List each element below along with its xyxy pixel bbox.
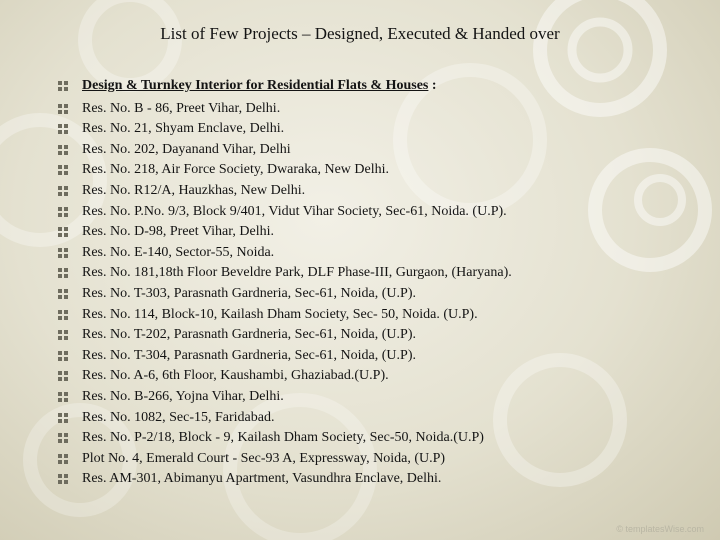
list-item-text: Res. No. 181,18th Floor Beveldre Park, DLF Phase-III, Gurgaon, (Haryana).	[82, 265, 512, 281]
list-item	[58, 408, 512, 429]
list-item	[58, 449, 512, 470]
list-item-text: Res. AM-301, Abimanyu Apartment, Vasundhra Enclave, Delhi.	[82, 471, 442, 487]
list-item-text: Res. No. 218, Air Force Society, Dwaraka, New Delhi.	[82, 162, 390, 178]
heading-suffix: :	[428, 78, 437, 93]
four-square-bullet-icon	[58, 81, 68, 91]
list-item	[58, 119, 512, 140]
list-item	[58, 325, 512, 346]
four-square-bullet-icon	[58, 268, 68, 278]
list-item	[58, 140, 512, 161]
list-item-text: Res. No. P-2/18, Block - 9, Kailash Dham Society, Sec-50, Noida.(U.P)	[82, 430, 484, 446]
list-item-text: Res. No. T-303, Parasnath Gardneria, Sec-61, Noida, (U.P).	[82, 285, 416, 301]
list-item	[58, 366, 512, 387]
four-square-bullet-icon	[58, 330, 68, 340]
list-item-text: Res. No. A-6, 6th Floor, Kaushambi, Ghaziabad.(U.P).	[82, 368, 389, 384]
four-square-bullet-icon	[58, 145, 68, 155]
list-item	[58, 181, 512, 202]
list-item	[58, 284, 512, 305]
four-square-bullet-icon	[58, 454, 68, 464]
heading-text: Design & Turnkey Interior for Residential Flats & Houses	[82, 78, 429, 93]
list-item-text: Res. No. E-140, Sector-55, Noida.	[82, 244, 275, 260]
list-item-text: Res. No. D-98, Preet Vihar, Delhi.	[82, 224, 274, 240]
list-item	[58, 243, 512, 264]
four-square-bullet-icon	[58, 207, 68, 217]
list-item	[58, 305, 512, 326]
four-square-bullet-icon	[58, 433, 68, 443]
four-square-bullet-icon	[58, 351, 68, 361]
list-item-text: Res. No. T-304, Parasnath Gardneria, Sec-61, Noida, (U.P).	[82, 347, 416, 363]
list-item-text: Res. No. 202, Dayanand Vihar, Delhi	[82, 141, 291, 157]
page-title: List of Few Projects – Designed, Executed & Handed over	[160, 24, 560, 43]
list-item-text: Res. No. 21, Shyam Enclave, Delhi.	[82, 121, 285, 137]
four-square-bullet-icon	[58, 289, 68, 299]
four-square-bullet-icon	[58, 104, 68, 114]
four-square-bullet-icon	[58, 227, 68, 237]
list-item-text: Plot No. 4, Emerald Court - Sec-93 A, Expressway, Noida, (U.P)	[82, 450, 446, 466]
four-square-bullet-icon	[58, 413, 68, 423]
four-square-bullet-icon	[58, 310, 68, 320]
four-square-bullet-icon	[58, 124, 68, 134]
list-item	[58, 346, 512, 367]
list-item-text: Res. No. T-202, Parasnath Gardneria, Sec-61, Noida, (U.P).	[82, 327, 416, 343]
four-square-bullet-icon	[58, 392, 68, 402]
list-item	[58, 469, 512, 490]
four-square-bullet-icon	[58, 474, 68, 484]
list-heading	[58, 76, 512, 97]
four-square-bullet-icon	[58, 248, 68, 258]
four-square-bullet-icon	[58, 186, 68, 196]
project-list	[58, 76, 512, 490]
list-item-text: Res. No. P.No. 9/3, Block 9/401, Vidut Vihar Society, Sec-61, Noida. (U.P).	[82, 203, 507, 219]
list-item	[58, 428, 512, 449]
list-item	[58, 222, 512, 243]
list-item	[58, 160, 512, 181]
list-item	[58, 387, 512, 408]
list-item-text: Res. No. R12/A, Hauzkhas, New Delhi.	[82, 182, 306, 198]
list-item-text: Res. No. B-266, Yojna Vihar, Delhi.	[82, 388, 284, 404]
list-item	[58, 99, 512, 120]
watermark: © templatesWise.com	[616, 524, 704, 534]
list-item	[58, 202, 512, 223]
list-item-text: Res. No. 1082, Sec-15, Faridabad.	[82, 409, 275, 425]
four-square-bullet-icon	[58, 371, 68, 381]
list-item-text: Res. No. 114, Block-10, Kailash Dham Society, Sec- 50, Noida. (U.P).	[82, 306, 478, 322]
four-square-bullet-icon	[58, 165, 68, 175]
list-item-text: Res. No. B - 86, Preet Vihar, Delhi.	[82, 100, 281, 116]
list-item	[58, 263, 512, 284]
